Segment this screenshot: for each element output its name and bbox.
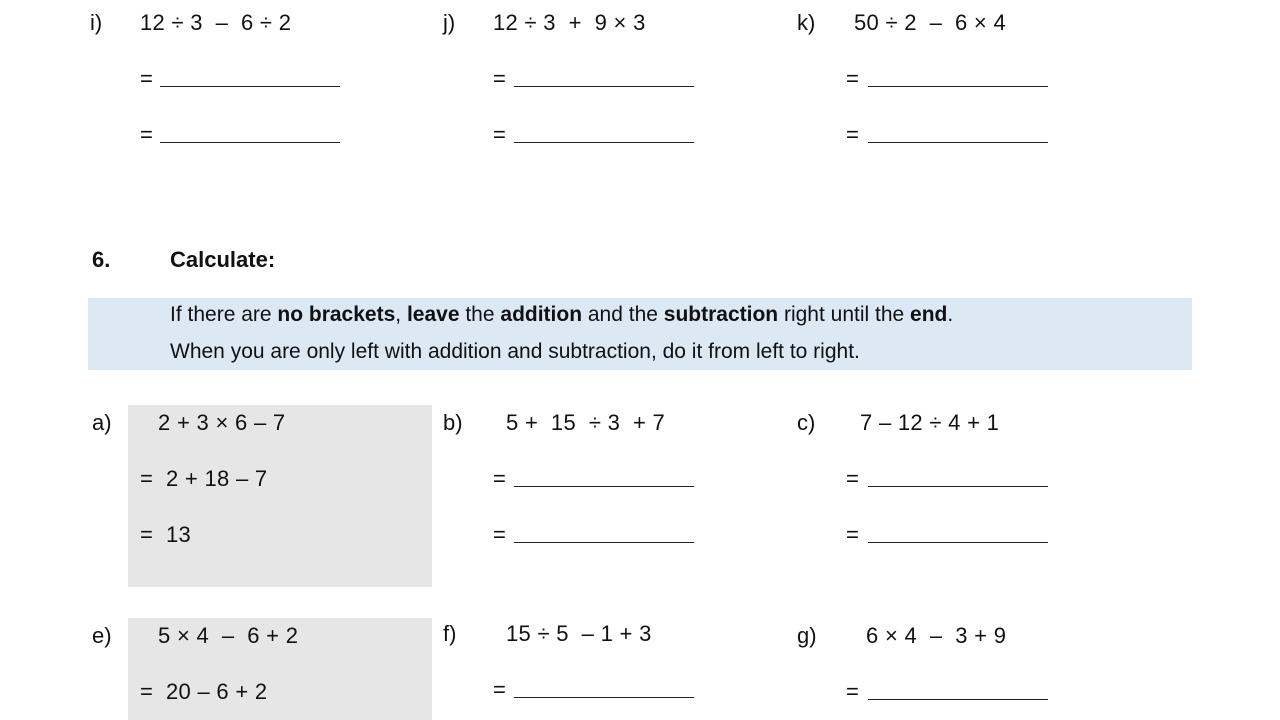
equals-sign: = (846, 122, 859, 147)
equals-sign: = (493, 522, 506, 547)
note-text: and the (582, 303, 664, 326)
note-emphasis: end (910, 303, 948, 326)
answer-line-1[interactable] (868, 86, 1048, 87)
example-step-1: = 2 + 18 – 7 (140, 466, 268, 491)
problem-expression: 15 ÷ 5 – 1 + 3 (506, 621, 652, 646)
equals-sign: = (493, 677, 506, 702)
equals-sign: = (846, 679, 859, 704)
problem-expression: 12 ÷ 3 – 6 ÷ 2 (140, 10, 292, 35)
note-text: . (947, 303, 954, 326)
equals-sign: = (140, 122, 153, 147)
answer-line-1[interactable] (514, 486, 694, 487)
example-expression: 5 × 4 – 6 + 2 (158, 623, 299, 648)
note-emphasis: addition (500, 303, 583, 326)
equals-sign: = (846, 466, 859, 491)
problem-expression: 50 ÷ 2 – 6 × 4 (854, 10, 1007, 35)
answer-line-2[interactable] (514, 142, 694, 143)
example-label: e) (92, 623, 112, 648)
answer-line-1[interactable] (868, 699, 1048, 700)
problem-label: b) (443, 410, 463, 435)
section-title: Calculate: (170, 247, 276, 272)
note-text: right until the (778, 303, 911, 326)
note-emphasis: subtraction (663, 303, 779, 326)
note-emphasis: no brackets (277, 303, 396, 326)
problem-label: f) (443, 621, 457, 646)
note-text: If there are (170, 303, 278, 326)
answer-line-2[interactable] (514, 542, 694, 543)
equals-sign: = (493, 122, 506, 147)
equals-sign: = (140, 66, 153, 91)
answer-line-2[interactable] (868, 142, 1048, 143)
instruction-line-1 (170, 303, 953, 327)
answer-line-1[interactable] (514, 697, 694, 698)
answer-line-1[interactable] (160, 86, 340, 87)
equals-sign: = (846, 522, 859, 547)
example-expression: 2 + 3 × 6 – 7 (158, 410, 286, 435)
problem-expression: 6 × 4 – 3 + 9 (866, 623, 1007, 648)
example-step-1: = 20 – 6 + 2 (140, 679, 268, 704)
problem-expression: 5 + 15 ÷ 3 + 7 (506, 410, 666, 435)
answer-line-2[interactable] (160, 142, 340, 143)
problem-label: g) (797, 623, 817, 648)
problem-label: j) (443, 10, 456, 35)
section-number: 6. (92, 247, 111, 272)
equals-sign: = (846, 66, 859, 91)
equals-sign: = (493, 466, 506, 491)
problem-label: k) (797, 10, 816, 35)
example-label: a) (92, 410, 112, 435)
problem-label: c) (797, 410, 816, 435)
note-text: , (395, 303, 407, 326)
equals-sign: = (493, 66, 506, 91)
answer-line-1[interactable] (514, 86, 694, 87)
note-emphasis: leave (406, 303, 460, 326)
answer-line-1[interactable] (868, 486, 1048, 487)
example-step-2: = 13 (140, 522, 192, 547)
answer-line-2[interactable] (868, 542, 1048, 543)
instruction-line-2: When you are only left with addition and subtraction, do it from left to right. (170, 340, 860, 363)
problem-label: i) (90, 10, 103, 35)
problem-expression: 12 ÷ 3 + 9 × 3 (493, 10, 646, 35)
note-text: the (459, 303, 501, 326)
problem-expression: 7 – 12 ÷ 4 + 1 (860, 410, 1000, 435)
